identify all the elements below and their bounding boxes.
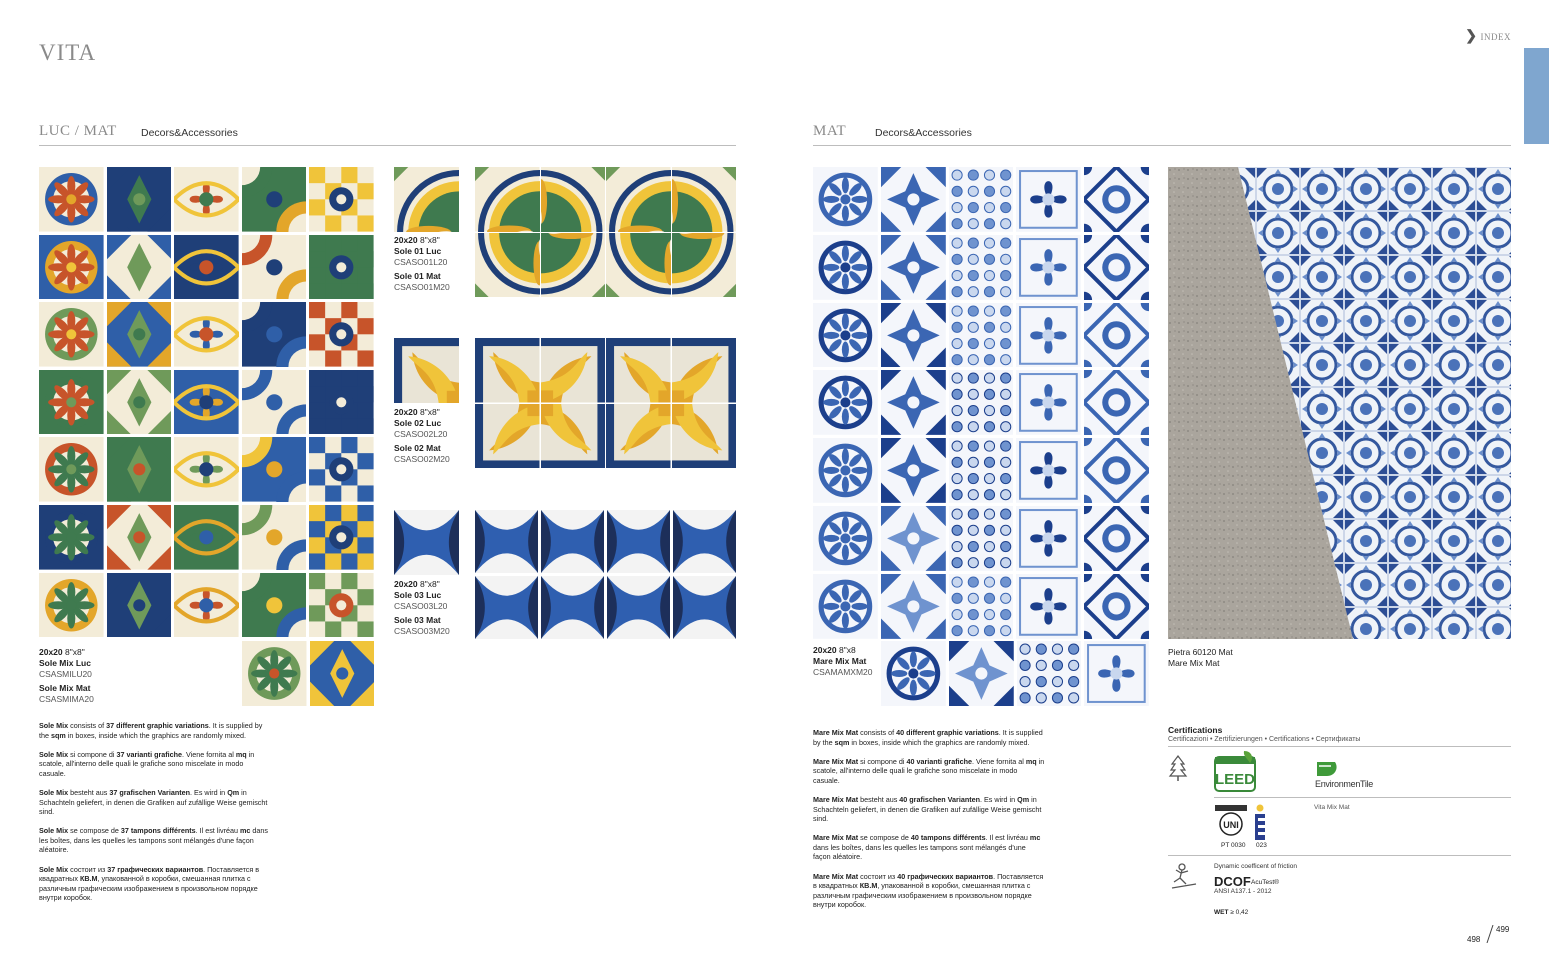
desc-paragraph-fr: Sole Mix se compose de 37 tampons différents. Il est livréau mc dans les boîtes, dans les quelles les tampons sont mélangés d'une façon aléatoire.	[39, 826, 268, 855]
sole-03-composition	[475, 510, 736, 638]
mare-mix-tile	[813, 370, 878, 435]
sole03-luc-code: CSASO03L20	[394, 601, 448, 611]
uni-logo	[1214, 804, 1248, 840]
mare-paragraph-fr: Mare Mix Mat se compose de 40 tampons différents. Il est livréau mc dans les boîtes, dans les quelles les tampons sont mélangés d'une façon aléatoire.	[813, 833, 1041, 862]
mare-mix-tile	[881, 641, 946, 706]
mix-mat-code: CSASMIMA20	[39, 694, 94, 704]
sole-mix-tile	[107, 505, 172, 570]
sole-02-tile	[475, 404, 540, 469]
sole-mix-tile	[242, 573, 307, 638]
section-title-left: LUC / MAT	[39, 123, 117, 139]
mare-mix-tile	[1016, 303, 1081, 368]
sole-03-tile	[541, 576, 604, 639]
ambience-photo	[1168, 167, 1511, 639]
sole-mix-tile	[174, 505, 239, 570]
desc-paragraph-ru: Sole Mix состоит из 37 графических вариантов. Поставляется в квадратных КВ.М, упакованной в коробки, смешанная плитка с различным графическим изображением в произвольном порядке внутри коробок.	[39, 864, 260, 903]
acutest-label: AcuTest®	[1251, 879, 1279, 886]
sole-mix-tile	[39, 573, 104, 638]
sole-03-tile	[673, 510, 736, 573]
sole-mix-tile	[309, 167, 374, 232]
sole-03-tile	[607, 510, 670, 573]
mare-mix-tile	[1084, 167, 1149, 232]
sole-mix-tile	[242, 235, 307, 300]
mix-size-in: 8"x8"	[65, 647, 85, 657]
sole-01-spec	[394, 235, 450, 293]
mix-size: 20x20	[39, 647, 63, 657]
sole-03-tile	[394, 510, 459, 573]
sole-mix-tile	[174, 167, 239, 232]
wet-value: WET ≥ 0,42	[1214, 909, 1249, 916]
mare-name: Mare Mix Mat	[813, 656, 867, 666]
sole-mix-tile	[242, 437, 307, 502]
mix-luc-name: Sole Mix Luc	[39, 658, 91, 668]
sole-mix-tile	[309, 302, 374, 367]
sole-mix-tile-grid	[39, 167, 374, 637]
sole-mix-tile	[309, 370, 374, 435]
photo-caption-2: Mare Mix Mat	[1168, 658, 1220, 668]
tree-icon	[1168, 754, 1188, 782]
sole-mix-tile	[39, 167, 104, 232]
mare-mix-tile	[949, 167, 1014, 232]
sole-03-spec	[394, 579, 450, 637]
sole-mix-tile	[174, 370, 239, 435]
sole-mix-tile-extra	[242, 641, 374, 706]
mare-mix-tile	[1084, 574, 1149, 639]
dcof-label: DCOF	[1214, 874, 1251, 889]
cert-number: 023	[1256, 842, 1267, 849]
mare-size-in: 8"x8	[839, 645, 856, 655]
sole02-luc-name: Sole 02 Luc	[394, 418, 442, 428]
sole-mix-spec	[39, 647, 94, 705]
mare-mix-tile	[949, 235, 1014, 300]
sole-mix-tile	[309, 505, 374, 570]
sole-03-tile	[541, 510, 604, 573]
certification-mark-icon	[1251, 804, 1269, 840]
sole02-size-in: 8"x8"	[420, 407, 440, 417]
mare-mix-tile	[813, 574, 878, 639]
sole03-size-in: 8"x8"	[420, 579, 440, 589]
page-separator	[1486, 925, 1494, 943]
mare-mix-tile	[1017, 641, 1082, 706]
sole-mix-tile	[39, 437, 104, 502]
mare-mix-tile	[813, 303, 878, 368]
sole-mix-tile	[107, 370, 172, 435]
sole03-size: 20x20	[394, 579, 418, 589]
sole-mix-tile	[107, 235, 172, 300]
mare-mix-tile	[1016, 506, 1081, 571]
sole02-mat-code: CSASO02M20	[394, 454, 450, 464]
dcof-caption: Dynamic coefficent of friction	[1214, 863, 1297, 870]
page-number-left: 498	[1467, 935, 1481, 944]
sole-mix-tile	[242, 302, 307, 367]
photo-caption-1: Pietra 60120 Mat	[1168, 647, 1233, 657]
sole03-luc-name: Sole 03 Luc	[394, 590, 442, 600]
env-caption: Vita Mix Mat	[1314, 804, 1350, 811]
sole-02-tile	[394, 338, 459, 403]
mare-mix-tile-grid	[813, 167, 1149, 637]
mare-mix-tile	[813, 438, 878, 503]
sole-02-tile	[606, 338, 671, 403]
mare-mix-tile	[881, 506, 946, 571]
sole-01-tile	[475, 233, 540, 298]
sole-mix-tile	[242, 167, 307, 232]
slip-icon	[1170, 862, 1198, 890]
sole-mix-tile	[242, 641, 307, 706]
environmentile-logo	[1313, 758, 1373, 792]
mare-mix-tile	[1016, 167, 1081, 232]
sole-02-tile	[672, 338, 737, 403]
sole-03-tile	[673, 576, 736, 639]
sole01-luc-code: CSASO01L20	[394, 257, 448, 267]
desc-paragraph-en: Sole Mix consists of 37 different graphic variations. It is supplied by the sqm in boxes, inside which the graphics are randomly mixed.	[39, 721, 263, 740]
mare-mix-tile	[1084, 641, 1149, 706]
mare-paragraph-it: Mare Mix Mat si compone di 40 varianti grafiche. Viene fornita al mq in scatole, all'interno delle quali le grafiche sono miscelate in modo casuale.	[813, 756, 1045, 785]
section-title-right: MAT	[813, 123, 847, 139]
sole-mix-tile	[242, 505, 307, 570]
mare-mix-tile	[813, 235, 878, 300]
sole02-size: 20x20	[394, 407, 418, 417]
sole-02-tile	[672, 404, 737, 469]
mare-mix-tile	[1084, 303, 1149, 368]
mare-mix-tile	[881, 370, 946, 435]
mare-code: CSAMAMXM20	[813, 667, 873, 677]
sole01-luc-name: Sole 01 Luc	[394, 246, 442, 256]
env-text: EnvironmenTile	[1315, 779, 1373, 789]
section-subtitle-right: Decors&Accessories	[875, 127, 972, 139]
sole-03-tile	[475, 576, 538, 639]
index-link[interactable]	[1465, 28, 1511, 45]
mare-mix-spec	[813, 645, 873, 678]
certifications-subtitle: Certificazioni • Zertifizierungen • Certifications • Сертификаты	[1168, 736, 1361, 743]
mare-size: 20x20	[813, 645, 837, 655]
sole-02-tile	[541, 338, 606, 403]
mare-mix-tile	[1016, 370, 1081, 435]
sole-03-tile	[475, 510, 538, 573]
photo-caption	[1168, 647, 1233, 669]
mare-mix-tile	[949, 574, 1014, 639]
mare-paragraph-en: Mare Mix Mat consists of 40 different graphic variations. It is supplied by the sqm in boxes, inside which the graphics are randomly mixed.	[813, 728, 1043, 747]
mare-paragraph-ru: Mare Mix Mat состоит из 40 графических вариантов. Поставляется в квадратных КВ.М, упакованной в коробки, смешанная плитка с различным графическим изображением в произвольном порядке внутри коробок.	[813, 871, 1044, 910]
sole-02-tile	[541, 404, 606, 469]
mare-mix-tile-extra	[881, 641, 1149, 706]
cert-rule-1	[1168, 746, 1511, 747]
sole-02-tile	[475, 338, 540, 403]
index-label: INDEX	[1480, 31, 1511, 42]
section-subtitle-left: Decors&Accessories	[141, 127, 238, 139]
sole-mix-tile	[39, 505, 104, 570]
sole03-mat-code: CSASO03M20	[394, 626, 450, 636]
mare-mix-tile	[1084, 370, 1149, 435]
sole-mix-tile	[174, 302, 239, 367]
sole-mix-tile	[174, 235, 239, 300]
mare-mix-tile	[881, 235, 946, 300]
sole01-mat-code: CSASO01M20	[394, 282, 450, 292]
sole01-size-in: 8"x8"	[420, 235, 440, 245]
leed-text: LEED	[1214, 771, 1256, 788]
mare-mix-tile	[949, 641, 1014, 706]
sole01-size: 20x20	[394, 235, 418, 245]
sole-01-tile	[394, 167, 459, 232]
sole-mix-tile	[39, 235, 104, 300]
sole-02-composition	[475, 338, 736, 468]
uni-text: UNI	[1223, 820, 1239, 830]
sole-mix-tile	[309, 573, 374, 638]
sole-mix-tile	[39, 370, 104, 435]
sole-02-tile	[606, 404, 671, 469]
page-title: VITA	[39, 40, 97, 65]
section-rule-left	[39, 145, 736, 146]
index-tab[interactable]	[1524, 48, 1549, 144]
sole-01-tile	[475, 167, 540, 232]
sole-mix-tile	[309, 437, 374, 502]
desc-paragraph-de: Sole Mix besteht aus 37 grafischen Varianten. Es wird in Qm in Schachteln geliefert, in denen die Grafiken auf zufällige Weise gemischt sind.	[39, 787, 268, 817]
sole02-mat-name: Sole 02 Mat	[394, 443, 441, 453]
mare-mix-tile	[949, 303, 1014, 368]
cert-rule-3	[1168, 855, 1511, 856]
mare-mix-tile	[813, 506, 878, 571]
mare-mix-tile	[1016, 574, 1081, 639]
desc-paragraph-it: Sole Mix si compone di 37 varianti grafiche. Viene fornita al mq in scatole, all'interno delle quali le grafiche sono miscelate in modo casuale.	[39, 749, 255, 778]
mare-mix-tile	[813, 167, 878, 232]
cert-rule-2	[1214, 797, 1511, 798]
index-arrow-icon: ❯	[1465, 29, 1478, 44]
mare-paragraph-de: Mare Mix Mat besteht aus 40 grafischen Varianten. Es wird in Qm in Schachteln geliefert, in denen die Grafiken auf zufällige Weise gemischt sind.	[813, 794, 1042, 824]
ansi-label: ANSI A137.1 - 2012	[1214, 888, 1272, 895]
sole-02-spec	[394, 407, 450, 465]
sole-01-tile	[672, 233, 737, 298]
mare-mix-tile	[1084, 506, 1149, 571]
mare-mix-tile	[881, 438, 946, 503]
sole-mix-tile	[174, 573, 239, 638]
sole-mix-tile	[174, 437, 239, 502]
mare-mix-tile	[1084, 438, 1149, 503]
mix-luc-code: CSASMILU20	[39, 669, 92, 679]
mare-mix-tile	[949, 438, 1014, 503]
sole-mix-tile	[39, 302, 104, 367]
sole-mix-tile	[107, 437, 172, 502]
mare-mix-tile	[1016, 438, 1081, 503]
sole-mix-description	[39, 721, 271, 912]
mare-mix-tile	[949, 370, 1014, 435]
sole03-mat-name: Sole 03 Mat	[394, 615, 441, 625]
mare-mix-tile	[881, 574, 946, 639]
sole02-luc-code: CSASO02L20	[394, 429, 448, 439]
sole-01-tile	[541, 167, 606, 232]
mix-mat-name: Sole Mix Mat	[39, 683, 91, 693]
sole-mix-tile	[107, 573, 172, 638]
leed-logo	[1214, 750, 1256, 792]
mare-mix-tile	[1084, 235, 1149, 300]
sole-01-tile	[606, 167, 671, 232]
sole-mix-tile	[242, 370, 307, 435]
pt-code: PT 0030	[1221, 842, 1246, 849]
sole-01-composition	[475, 167, 736, 296]
sole-01-tile	[606, 233, 671, 298]
sole-mix-tile	[309, 235, 374, 300]
mare-mix-tile	[949, 506, 1014, 571]
page-number-right: 499	[1496, 925, 1510, 934]
mare-mix-tile	[881, 303, 946, 368]
floor-photo-svg	[1168, 167, 1511, 639]
sole-01-tile	[672, 167, 737, 232]
mare-mix-description	[813, 728, 1045, 919]
sole-01-tile	[541, 233, 606, 298]
sole-mix-tile	[107, 167, 172, 232]
sole01-mat-name: Sole 01 Mat	[394, 271, 441, 281]
mare-mix-tile	[1016, 235, 1081, 300]
sole-03-tile	[607, 576, 670, 639]
mare-mix-tile	[881, 167, 946, 232]
sole-mix-tile	[310, 641, 375, 706]
section-rule-right	[813, 145, 1511, 146]
certifications-title: Certifications	[1168, 725, 1223, 735]
sole-mix-tile	[107, 302, 172, 367]
